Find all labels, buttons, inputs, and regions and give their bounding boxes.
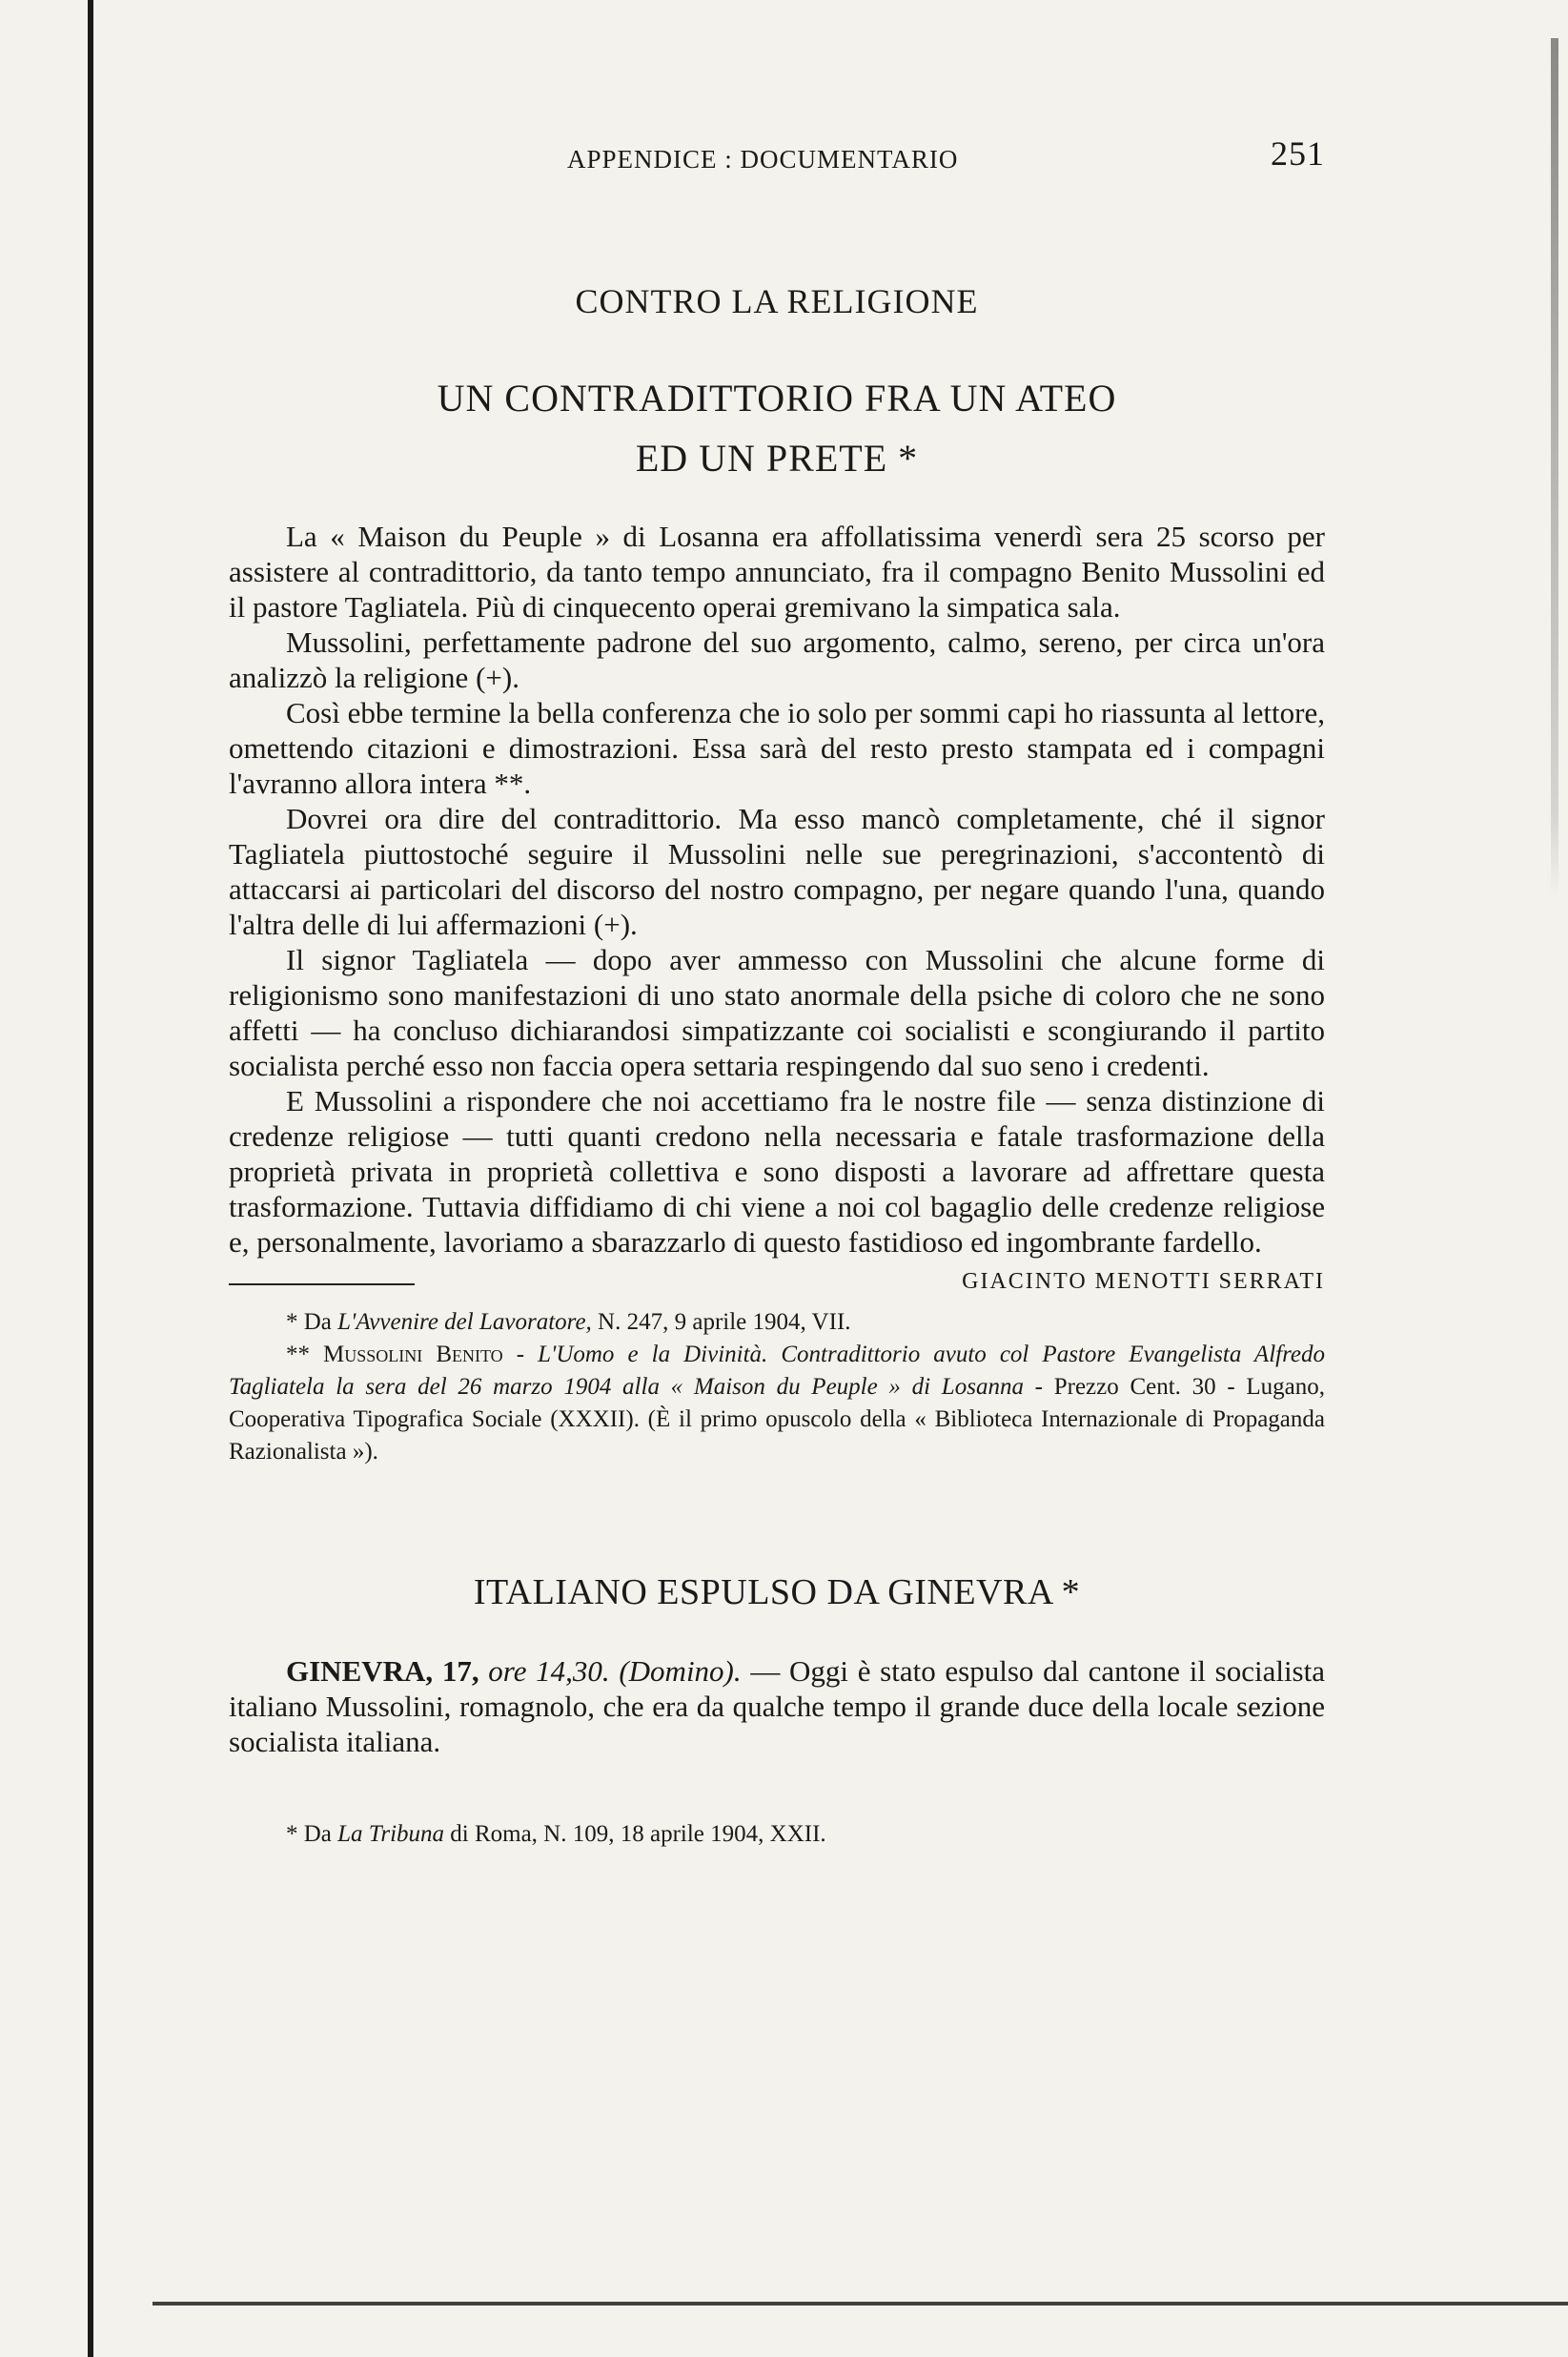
running-head (229, 133, 1325, 181)
article-2-footnote-rest: di Roma, N. 109, 18 aprile 1904, XXII. (444, 1821, 826, 1847)
paragraph-4: Dovrei ora dire del contradittorio. Ma esso mancò completamente, ché il signor Tagliatela piuttostoché seguire il Mussolini nelle sue peregrinazioni, s'accontentò di attaccarsi ai particolari del discorso del nostro compagno, per negare quando l'una, quando l'altra delle di lui affermazioni (+). (229, 802, 1325, 941)
paragraph-3: Così ebbe termine la bella conferenza che io solo per sommi capi ho riassunta al lettore, omettendo citazioni e dimostrazioni. Essa sarà del resto presto stampata ed i compagni l'avranno allora intera **. (229, 696, 1325, 800)
document-page (229, 133, 1325, 1875)
scan-left-edge (88, 0, 93, 2357)
paragraph-6: E Mussolini a rispondere che noi accettiamo fra le nostre file — senza distinzione di credenze religiose — tutti quanti credono nella necessaria e fatale trasformazione della proprietà privata in proprietà collettiva e sono disposti a lavorare ad affrettare questa trasformazione. Tuttavia diffidiamo di chi viene a noi col bagaglio delle credenze religiose e, personalmente, lavoriamo a sbarazzarlo di questo fastidioso ed ingombrante fardello. (229, 1084, 1325, 1259)
paragraph-1: La « Maison du Peuple » di Losanna era affollatissima venerdì sera 25 scorso per assistere al contradittorio, da tanto tempo annunciato, fra il compagno Benito Mussolini ed il pastore Tagliatela. Più di cinquecento operai gremivano la simpatica sala. (229, 520, 1325, 624)
paragraph-5: Il signor Tagliatela — dopo aver ammesso con Mussolini che alcune forme di religionismo sono manifestazioni di uno stato anormale della psiche di coloro che ne sono affetti — ha concluso dichiarandosi simpatizzante coi socialisti e scongiurando il partito socialista perché esso non faccia opera settaria respingendo dal suo seno i credenti. (229, 943, 1325, 1082)
scan-right-edge (1551, 38, 1558, 896)
footnote-2-title: L'Uomo e la Divinità. Contradittorio avuto col Pastore Evangelista Alfredo Tagliatela la sera del 26 marzo 1904 alla « Maison du Peuple » di Losanna (229, 1342, 1325, 1400)
running-head-title: APPENDICE : DOCUMENTARIO (567, 145, 959, 174)
article-2-text: — Oggi è stato espulso dal cantone il socialista italiano Mussolini, romagnolo, che era da qualche tempo il grande duce della locale sezione socialista italiana. (229, 1654, 1325, 1758)
headline-line-1: UN CONTRADITTORIO FRA UN ATEO (437, 377, 1117, 420)
dateline-place: GINEVRA, 17, (286, 1654, 479, 1688)
dateline-time: ore 14,30. (479, 1654, 610, 1688)
footnote-2-rest: - Prezzo Cent. 30 - Lugano, Cooperativa Tipografica Sociale (XXXII). (È il primo opuscolo della « Biblioteca Internazionale di Propaganda Razionalista »). (229, 1374, 1325, 1465)
article-2-paragraph (229, 1653, 1325, 1759)
headline-line-2: ED UN PRETE * (635, 437, 919, 480)
section-title: CONTRO LA RELIGIONE (575, 282, 979, 320)
page-number: 251 (1271, 134, 1325, 173)
footnote-rule (229, 1283, 415, 1285)
footnote-1-mark: * Da (286, 1309, 338, 1335)
article-2-footnote-mark: * Da (286, 1821, 338, 1847)
scan-bottom-edge (153, 2302, 1568, 2306)
article-body (229, 519, 1325, 1260)
article-2-footnote (229, 1818, 1325, 1851)
footnote-2-mark: ** (286, 1342, 324, 1367)
footnote-2 (229, 1339, 1325, 1468)
author-signature: GIACINTO MENOTTI SERRATI (962, 1269, 1325, 1294)
article-2-footnote-source: La Tribuna (337, 1821, 445, 1847)
footnote-1-rest: N. 247, 9 aprile 1904, VII. (591, 1309, 851, 1335)
paragraph-2: Mussolini, perfettamente padrone del suo argomento, calmo, sereno, per circa un'ora analizzò la religione (+). (229, 625, 1325, 694)
footnote-1 (229, 1306, 1325, 1339)
footnote-2-author: Mussolini Benito (323, 1342, 503, 1367)
footnotes (229, 1306, 1325, 1468)
article-2-body (229, 1653, 1325, 1759)
footnote-2-sep: - (502, 1342, 539, 1367)
footnote-1-source: L'Avvenire del Lavoratore, (337, 1309, 592, 1335)
article-2-headline: ITALIANO ESPULSO DA GINEVRA * (473, 1572, 1081, 1612)
dateline-source: (Domino). (609, 1654, 742, 1688)
